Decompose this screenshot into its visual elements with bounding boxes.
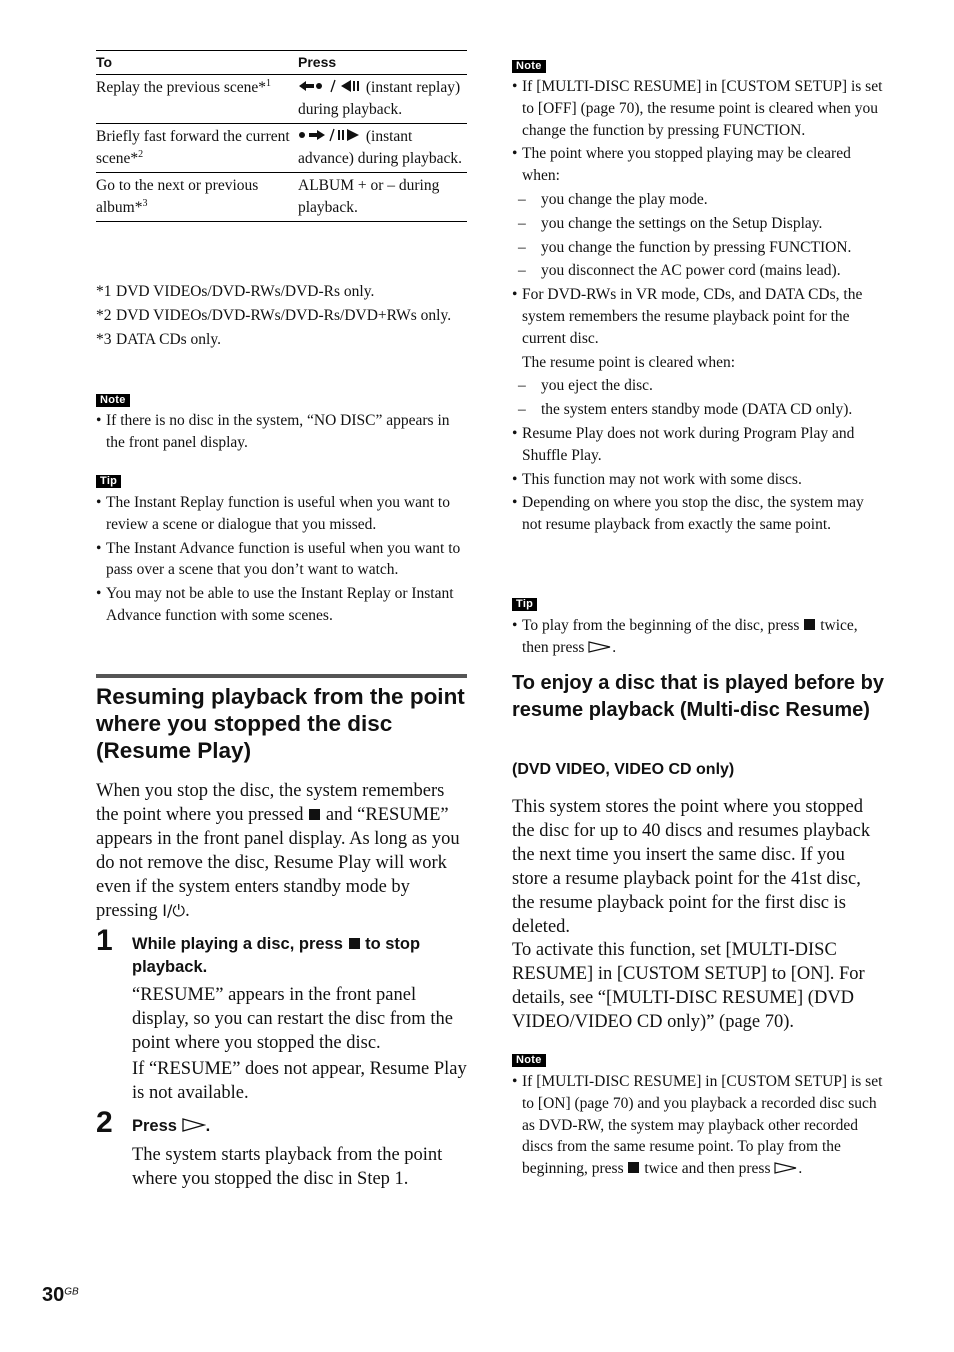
list-item: • Depending on where you stop the disc, the system may not resume playback from exactly the same point. bbox=[512, 494, 864, 534]
step-text: The system starts playback from the point where you stopped the disc in Step 1. bbox=[132, 1145, 443, 1189]
list-item: • To play from the beginning of the disc, press twice, then press . bbox=[512, 617, 858, 656]
section-rule bbox=[96, 674, 467, 678]
step-number: 2 bbox=[96, 1106, 113, 1139]
list-item: • This function may not work with some discs. bbox=[512, 470, 802, 488]
body-paragraph: To activate this function, set [MULTI-DISC RESUME] in [CUSTOM SETUP] to [ON]. For details, see “[MULTI-DISC RESUME] (DVD VIDEO/VIDEO CD only)” (page 70). bbox=[512, 940, 865, 1032]
stop-icon bbox=[349, 938, 360, 949]
subsection-heading: To enjoy a disc that is played before by resume playback (Multi-disc Resume) bbox=[512, 672, 884, 721]
table-cell-to: Go to the next or previous album*$^3$ bbox=[96, 177, 259, 216]
play-icon bbox=[774, 1162, 798, 1174]
button-table bbox=[96, 50, 467, 222]
dash-item: – you change the function by pressing FUNCTION. bbox=[518, 238, 852, 256]
footnote: *3 DATA CDs only. bbox=[96, 331, 221, 348]
table-cell-to: Briefly fast forward the current scene*$^2$ bbox=[96, 128, 290, 167]
step-heading: While playing a disc, press to stop playback. bbox=[132, 935, 421, 976]
play-icon bbox=[588, 641, 612, 653]
tip-badge: Tip bbox=[96, 475, 121, 488]
instant-advance-icon bbox=[298, 128, 362, 142]
body-paragraph: This system stores the point where you stopped the disc for up to 40 discs and resumes playback the next time you insert the same disc. If you store a resume playback point for the 41st disc, the resume playback point for the first disc is deleted. bbox=[512, 797, 871, 937]
list-item: • The Instant Advance function is useful when you want to pass over a scene that you don’t want to watch. bbox=[96, 539, 461, 579]
note-badge-wrap bbox=[512, 1050, 546, 1068]
list-item: • Resume Play does not work during Program Play and Shuffle Play. bbox=[512, 424, 855, 464]
footnote: *1 DVD VIDEOs/DVD-RWs/DVD-Rs only. bbox=[96, 283, 375, 300]
table-cell-press: (instant advance) during playback. bbox=[298, 128, 462, 167]
note-badge-wrap bbox=[96, 390, 130, 408]
page-number: $30^{GB}$ bbox=[42, 1284, 79, 1306]
dash-item: – you eject the disc. bbox=[518, 377, 653, 395]
dash-item: – you disconnect the AC power cord (mains lead). bbox=[518, 262, 841, 280]
section-heading: Resuming playback from the point where you stopped the disc (Resume Play) bbox=[96, 684, 465, 763]
subsection-subheading: (DVD VIDEO, VIDEO CD only) bbox=[512, 761, 735, 778]
list-item: • The Instant Replay function is useful when you want to review a scene or dialogue that you missed. bbox=[96, 494, 450, 533]
tip-list bbox=[512, 615, 884, 661]
tip-badge-wrap bbox=[96, 471, 121, 489]
table-row bbox=[96, 75, 467, 124]
note-list bbox=[512, 1071, 884, 1182]
play-icon bbox=[182, 1118, 206, 1132]
step-text: If “RESUME” does not appear, Resume Play is not available. bbox=[132, 1059, 467, 1103]
table-header-row bbox=[96, 51, 467, 75]
table-row bbox=[96, 124, 467, 173]
footnotes bbox=[96, 281, 467, 351]
dash-item: – you change the play mode. bbox=[518, 190, 708, 208]
dash-item: – you change the settings on the Setup Display. bbox=[518, 214, 823, 232]
list-item: • If [MULTI-DISC RESUME] in [CUSTOM SETUP] is set to [OFF] (page 70), the resume point is cleared when you change the function by pressing FUNCTION. bbox=[512, 78, 883, 139]
list-paragraph: The resume point is cleared when: bbox=[522, 353, 736, 371]
table-header-press: Press bbox=[298, 54, 337, 70]
list-item: • If there is no disc in the system, “NO DISC” appears in the front panel display. bbox=[96, 412, 450, 451]
list-item: • The point where you stopped playing may be cleared when: bbox=[512, 145, 851, 185]
step-number: 1 bbox=[96, 924, 113, 957]
table-cell-to: Replay the previous scene*$^1$ bbox=[96, 77, 272, 96]
power-icon: I/⏻ bbox=[162, 901, 186, 920]
table-cell-press: (instant replay) during playback. bbox=[298, 79, 461, 118]
note-badge: Note bbox=[512, 60, 546, 73]
note-badge: Note bbox=[96, 394, 130, 407]
note-list bbox=[96, 410, 467, 456]
note-badge: Note bbox=[512, 1054, 546, 1067]
dash-item: – the system enters standby mode (DATA CD only). bbox=[518, 401, 853, 419]
list-item: • For DVD-RWs in VR mode, CDs, and DATA CDs, the system remembers the resume playback point for the current disc. bbox=[512, 286, 863, 347]
footnote: *2 DVD VIDEOs/DVD-RWs/DVD-Rs/DVD+RWs only. bbox=[96, 307, 452, 324]
table-header-to: To bbox=[96, 54, 113, 70]
note-list bbox=[512, 76, 884, 538]
stop-icon bbox=[804, 619, 815, 630]
tip-badge-wrap bbox=[512, 594, 537, 612]
stop-icon bbox=[628, 1162, 639, 1173]
note-badge-wrap bbox=[512, 56, 546, 74]
instant-replay-icon bbox=[298, 79, 362, 93]
tip-list bbox=[96, 492, 467, 629]
step-text: “RESUME” appears in the front panel display, so you can restart the disc from the point where you stopped the disc. bbox=[132, 985, 453, 1053]
list-item: • You may not be able to use the Instant Replay or Instant Advance function with some scenes. bbox=[96, 585, 454, 624]
table-row bbox=[96, 173, 467, 222]
intro-paragraph: When you stop the disc, the system remembers the point where you pressed and “RESUME” appears in the front panel display. As long as you do not remove the disc, Resume Play will work even if the system enters standby mode by pressing I/⏻. bbox=[96, 781, 460, 921]
table-cell-press: ALBUM + or – during playback. bbox=[298, 177, 440, 216]
list-item: • If [MULTI-DISC RESUME] in [CUSTOM SETUP] is set to [ON] (page 70) and you playback a recorded disc such as DVD-RW, the system may playback other recorded discs from the same resume point. To play from the beginning, press twice and then press . bbox=[512, 1073, 883, 1178]
tip-badge: Tip bbox=[512, 598, 537, 611]
step-heading: Press . bbox=[132, 1117, 211, 1135]
stop-icon bbox=[309, 809, 320, 820]
